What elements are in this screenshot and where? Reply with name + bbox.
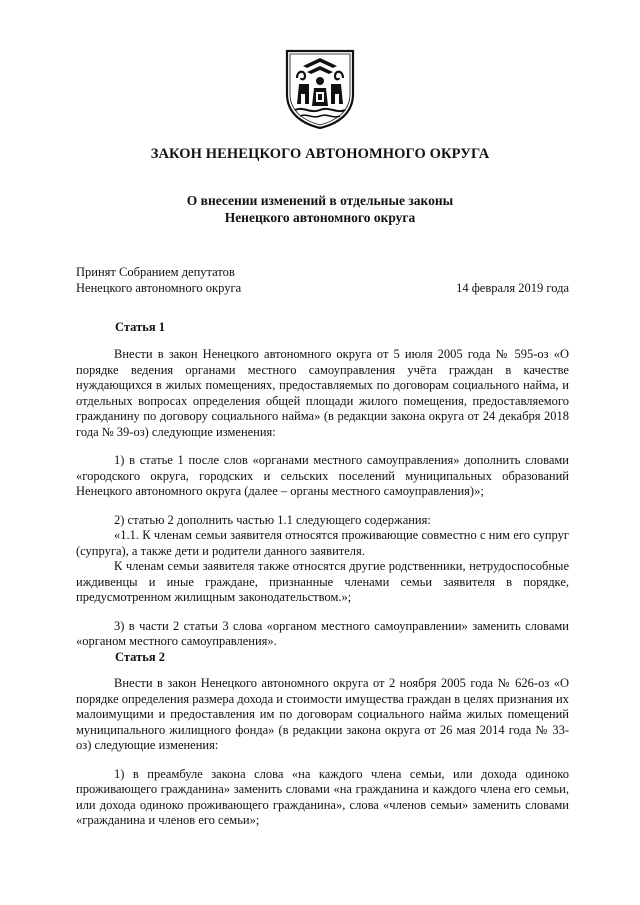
article-2-body	[76, 676, 569, 829]
document-subtitle	[0, 192, 640, 226]
article-1-item-2-quote-1: «1.1. К членам семьи заявителя относятся проживающие совместно с ним его супруг (супруга), а также дети и родители данного заявителя.	[76, 528, 569, 558]
document-title: ЗАКОН НЕНЕЦКОГО АВТОНОМНОГО ОКРУГА	[150, 146, 490, 162]
coat-of-arms-icon	[283, 48, 357, 130]
adoption-line-1: Принят Собранием депутатов	[76, 265, 235, 279]
article-2-heading: Статья 2	[115, 650, 165, 664]
article-1-body	[76, 347, 569, 650]
adoption-line-2: Ненецкого автономного округа	[76, 281, 242, 295]
article-1-item-3: 3) в части 2 статьи 3 слова «органом местного самоуправлении» заменить словами «органом местного самоуправления».	[76, 618, 569, 648]
article-1-heading: Статья 1	[115, 320, 165, 334]
article-2-intro: Внести в закон Ненецкого автономного округа от 2 ноября 2005 года № 626-оз «О порядке определения размера дохода и стоимости имущества граждан в целях признания их малоимущими и предоставления им по договорам социального найма жилых помещений муниципального жилищного фонда» (в редакции закона округа от 26 мая 2014 года № 33-оз) следующие изменения:	[76, 676, 569, 752]
subtitle-line-1: О внесении изменений в отдельные законы	[186, 193, 454, 208]
article-1-item-2: 2) статью 2 дополнить частью 1.1 следующего содержания:	[114, 512, 431, 527]
article-2-item-1: 1) в преамбуле закона слова «на каждого члена семьи, или дохода одиноко проживающего гражданина» заменить словами «на гражданина и каждого члена его семьи, или дохода одиноко проживающего гражданина», слова «членов семьи» заменить словами «гражданина и членов его семьи»;	[76, 766, 569, 827]
adoption-date: 14 февраля 2019 года	[456, 281, 569, 295]
coat-of-arms-emblem	[283, 48, 357, 130]
adoption-info	[76, 264, 241, 296]
article-1-item-2-quote-2: К членам семьи заявителя также относятся другие родственники, нетрудоспособные иждивенцы и иные граждане, признанные членами семьи заявителя в порядке, предусмотренном жилищным законодательством.»;	[76, 559, 569, 604]
article-1-intro: Внести в закон Ненецкого автономного округа от 5 июля 2005 года № 595-оз «О порядке ведения органами местного самоуправления учёта граждан в качестве нуждающихся в жилых помещениях, предоставляемых по договорам социального найма, и отдельных вопросах определения общей площади жилого помещения, предоставляемого гражданину по договору социального найма» (в редакции закона округа от 24 декабря 2018 года № 39-оз) следующие изменения:	[76, 347, 569, 439]
subtitle-line-2: Ненецкого автономного округа	[224, 210, 416, 225]
article-1-item-1: 1) в статье 1 после слов «органами местного самоуправления» дополнить словами «городского округа, городских и сельских поселений муниципальных образований Ненецкого автономного округа (далее – органы местного самоуправления)»;	[76, 453, 569, 498]
